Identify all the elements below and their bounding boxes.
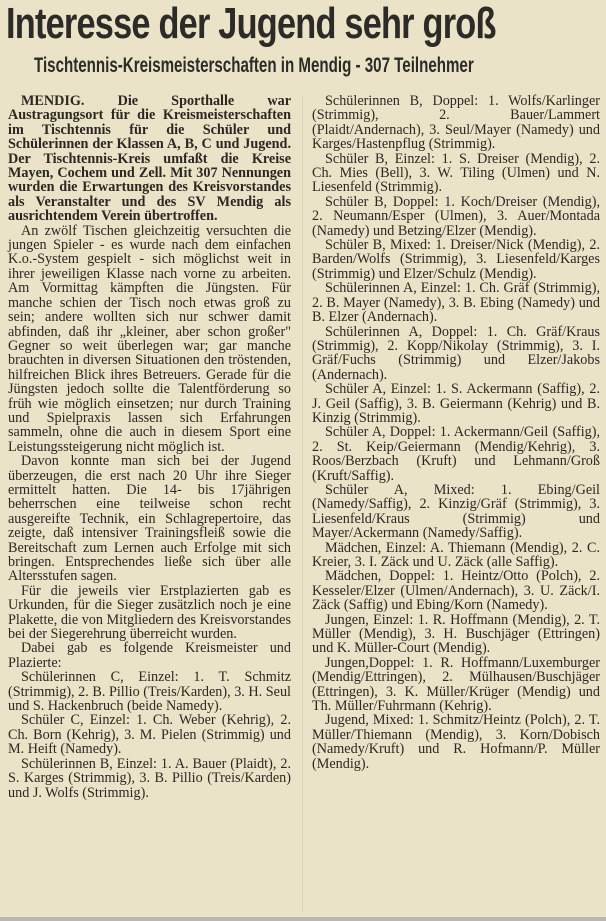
- paragraph: Für die jeweils vier Erstplazierten gab es Urkunden, für die Sieger zusätzlich noch je eine Plakette, die von Mitgliedern des Kreisvorstandes bei der Siegerehrung überreicht wurden.: [8, 582, 291, 643]
- result-paragraph: Schüler B, Doppel: 1. Koch/Dreiser (Mendig), 2. Neumann/Esper (Ulmen), 3. Auer/Montada (Namedy) und Betzing/Elzer (Mendig).: [312, 193, 600, 239]
- result-paragraph: Schülerinnen B, Einzel: 1. A. Bauer (Plaidt), 2. S. Karges (Strimmig), 3. B. Pillio (Treis/Karden) und J. Wolfs (Strimmig).: [8, 755, 291, 801]
- result-paragraph: Schüler A, Doppel: 1. Ackermann/Geil (Saffig), 2. St. Keip/Geiermann (Mendig/Kehrig), 3. Roos/Berzbach (Kruft) und Lehmann/Groß (Kruft/Saffig).: [312, 424, 600, 484]
- result-paragraph: Schülerinnen A, Doppel: 1. Ch. Gräf/Kraus (Strimmig), 2. Kopp/Nikolay (Strimmig), 3. I. Gräf/Fuchs (Strimmig) und Elzer/Jakobs (Andernach).: [312, 323, 600, 383]
- result-paragraph: Schüler A, Mixed: 1. Ebing/Geil (Namedy/Saffig), 2. Kinzig/Gräf (Strimmig), 3. Liesenfeld/Kraus (Strimmig) und Mayer/Ackermann (Namedy/Saffig).: [312, 481, 600, 542]
- result-paragraph: Schüler B, Einzel: 1. S. Dreiser (Mendig), 2. Ch. Mies (Bell), 3. W. Tiling (Ulmen) und N. Liesenfeld (Strimmig).: [312, 150, 600, 196]
- headline: Interesse der Jugend sehr groß: [6, 0, 496, 48]
- result-paragraph: Schüler C, Einzel: 1. Ch. Weber (Kehrig), 2. Ch. Born (Kehrig), 3. M. Pielen (Strimmig) und M. Heift (Namedy).: [8, 712, 291, 758]
- right-column: [312, 94, 600, 771]
- result-paragraph: Jugend, Mixed: 1. Schmitz/Heintz (Polch), 2. T. Müller/Thiemann (Mendig), 3. Korn/Dobisch (Namedy/Kruft) und R. Hofmann/P. Müller (Mendig).: [312, 712, 600, 772]
- paragraph: Dabei gab es folgende Kreismeister und Plazierte:: [8, 640, 291, 671]
- result-paragraph: Schüler A, Einzel: 1. S. Ackermann (Saffig), 2. J. Geil (Saffig), 3. B. Geiermann (Kehrig) und B. Kinzig (Strimmig).: [312, 381, 600, 426]
- result-paragraph: Mädchen, Einzel: A. Thiemann (Mendig), 2. C. Kreier, 3. I. Zäck und U. Zäck (alle Saffig).: [312, 539, 600, 570]
- result-paragraph: Schülerinnen A, Einzel: 1. Ch. Gräf (Strimmig), 2. B. Mayer (Namedy), 3. B. Ebing (Namedy) und B. Elzer (Andernach).: [312, 280, 600, 326]
- result-paragraph: Mädchen, Doppel: 1. Heintz/Otto (Polch), 2. Kesseler/Elzer (Ulmen/Andernach), 3. U. Zäck/I. Zäck (Saffig) und Ebing/Korn (Namedy).: [312, 568, 600, 614]
- left-column: [8, 94, 291, 800]
- paragraph: Davon konnte man sich bei der Jugend überzeugen, die erst nach 20 Uhr ihre Sieger ermittelt hatten. Die 14- bis 17jährigen beherrschen eine teilweise schon recht ausgereifte Technik, ein Schlagrepertoire, das zeigte, daß intensiver Trainingsfleiß sowie die Bereitschaft zum Lernen auch Erfolge mit sich bringen. Entsprechendes ließe sich über alle Altersstufen sagen.: [8, 453, 291, 585]
- result-paragraph: Schülerinnen B, Doppel: 1. Wolfs/Karlinger (Strimmig), 2. Bauer/Lammert (Plaidt/Andernach), 3. Seul/Mayer (Namedy) und Karges/Hastenpflug (Strimmig).: [312, 93, 600, 153]
- lead-paragraph: MENDIG. Die Sporthalle war Austragungsort für die Kreismeisterschaften im Tischtennis für die Schüler und Schülerinnen der Klassen A, B, C und Jugend. Der Tischtennis-Kreis umfaßt die Kreise Mayen, Cochem und Zell. Mit 307 Nennungen wurden die Erwartungen des Kreisvorstandes als Veranstalter und des SV Mendig als ausrichtendem Verein übertroffen.: [8, 93, 291, 225]
- result-paragraph: Jungen, Einzel: 1. R. Hoffmann (Mendig), 2. T. Müller (Mendig), 3. H. Buschjäger (Ettringen) und K. Müller-Court (Mendig).: [312, 611, 600, 657]
- result-paragraph: Schüler B, Mixed: 1. Dreiser/Nick (Mendig), 2. Barden/Wolfs (Strimmig), 3. Liesenfeld/Karges (Strimmig) und Elzer/Schulz (Mendig).: [312, 237, 600, 282]
- result-paragraph: Jungen,Doppel: 1. R. Hoffmann/Luxemburger (Mendig/Ettringen), 2. Mülhausen/Buschjäger (Ettringen), 3. K. Müller/Krüger (Mendig) und Th. Müller/Fuhrmann (Kehrig).: [312, 654, 600, 715]
- paragraph: An zwölf Tischen gleichzeitig versuchten die jungen Spieler - es wurde nach dem einfachen K.o.-System gespielt - sich möglichst weit in ihrer jeweiligen Klasse nach vorne zu arbeiten. Am Vormittag kämpften die Jüngsten. Für manche schien der Tisch noch etwas groß zu sein; andere wollten sich nur schwer damit abfinden, daß ihr „kleiner, aber schon großer" Gegner so weit überlegen war; gar manche brauchten in diversen Situationen den tröstenden, hilfreichen Blick ihres Betreuers. Gerade für die Jüngsten jedoch sollte die Talentförderung so früh wie möglich einsetzen; nur durch Training und Spielpraxis lassen sich Erfahrungen sammeln, ohne die auch in diesem Sport eine Leistungssteigerung nicht möglich ist.: [8, 222, 291, 455]
- result-paragraph: Schülerinnen C, Einzel: 1. T. Schmitz (Strimmig), 2. B. Pillio (Treis/Karden), 3. H. Seul und S. Hackenbruch (beide Namedy).: [8, 669, 291, 715]
- subheadline: Tischtennis-Kreismeisterschaften in Mendig - 307 Teilnehmer: [34, 54, 474, 77]
- column-divider: [302, 96, 303, 911]
- scan-bottom-edge: [0, 917, 606, 921]
